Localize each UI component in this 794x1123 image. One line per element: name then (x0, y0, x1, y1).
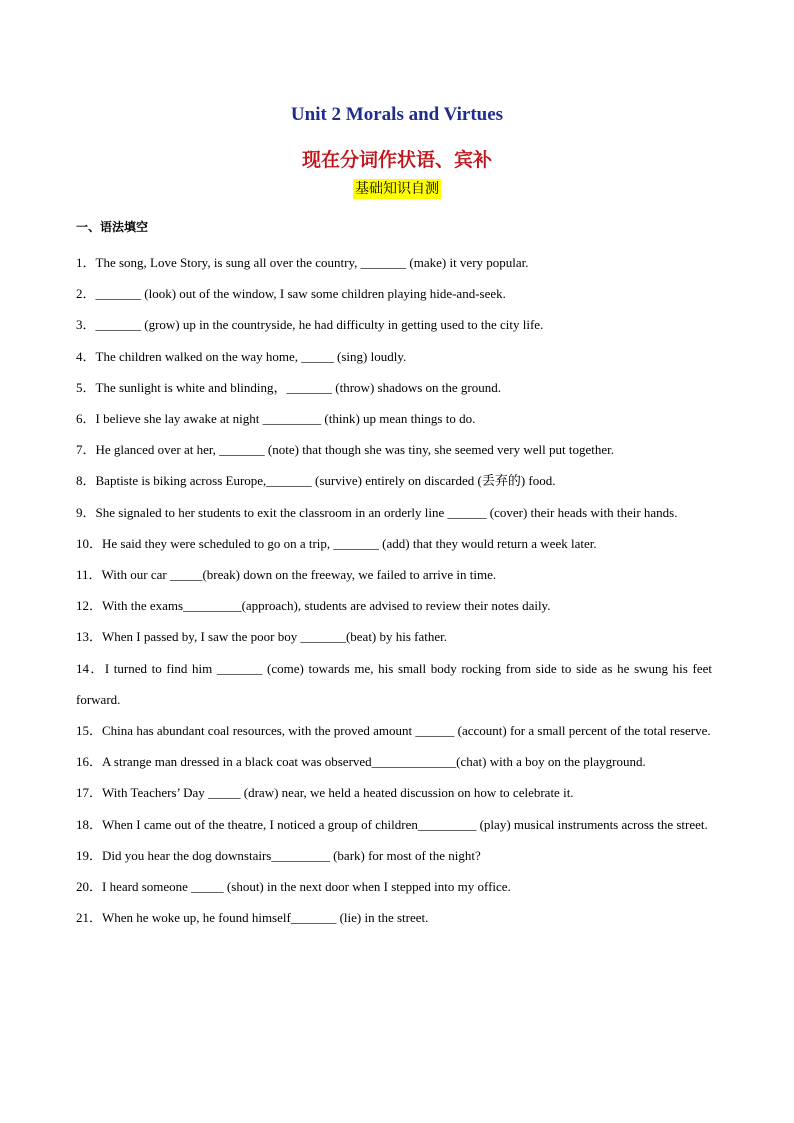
question-item (76, 559, 712, 590)
question-number: 9． (76, 504, 96, 520)
question-number: 13． (76, 629, 103, 645)
question-item (76, 902, 712, 933)
question-text: When I came out of the theatre, I noticed a group of children_________ (play) musical instruments across the street. (102, 816, 708, 832)
section-badge: 基础知识自测 (355, 181, 439, 197)
question-number: 15． (76, 723, 103, 739)
question-text: The children walked on the way home, _____ (sing) loudly. (95, 348, 407, 364)
section-heading: 一、语法填空 (76, 220, 149, 234)
question-item (76, 309, 712, 340)
question-number: 12． (76, 598, 103, 614)
badge-container (0, 179, 794, 199)
question-text: He said they were scheduled to go on a trip, _______ (add) that they would return a week later. (102, 535, 597, 551)
question-number: 6． (76, 411, 96, 427)
question-text: He glanced over at her, _______ (note) that though she was tiny, she seemed very well put together. (95, 442, 615, 458)
question-text: Did you hear the dog downstairs_________ (bark) for most of the night? (102, 847, 481, 863)
question-number: 4． (76, 348, 96, 364)
question-number: 20． (76, 879, 103, 895)
question-item (76, 871, 712, 902)
question-text: The song, Love Story, is sung all over the country, _______ (make) it very popular. (95, 255, 529, 270)
question-number: 8． (76, 473, 96, 489)
question-number: 14． (76, 660, 105, 676)
page-title: Unit 2 Morals and Virtues (290, 104, 504, 125)
question-item (76, 372, 712, 403)
question-text: The sunlight is white and blinding，_______ (throw) shadows on the ground. (95, 379, 502, 395)
question-item (76, 278, 712, 309)
question-item (76, 840, 712, 871)
question-number: 5． (76, 379, 96, 395)
question-item (76, 247, 712, 278)
question-number: 17． (76, 785, 103, 801)
question-text: With Teachers’ Day _____ (draw) near, we held a heated discussion on how to celebrate it. (102, 785, 574, 801)
question-item (76, 341, 712, 372)
question-item (76, 528, 712, 559)
page-subtitle: 现在分词作状语、宾补 (301, 149, 492, 171)
question-item (76, 621, 712, 652)
question-item (76, 777, 712, 808)
question-item (76, 653, 712, 715)
question-text: With the exams_________(approach), students are advised to review their notes daily. (102, 598, 551, 614)
question-item (76, 497, 712, 528)
question-item (76, 746, 712, 777)
question-text: She signaled to her students to exit the classroom in an orderly line ______ (cover) their heads with their hands. (95, 504, 678, 520)
question-number: 1． (76, 255, 96, 270)
question-text: With our car _____(break) down on the freeway, we failed to arrive in time. (101, 567, 497, 583)
question-text: When he woke up, he found himself_______ (lie) in the street. (102, 910, 429, 926)
question-number: 7． (76, 442, 96, 458)
question-number: 16． (76, 754, 103, 770)
question-number: 2． (76, 286, 96, 302)
question-item (76, 715, 712, 746)
question-number: 18． (76, 816, 103, 832)
question-text: I believe she lay awake at night _________ (think) up mean things to do. (95, 411, 476, 427)
question-number: 3． (76, 317, 96, 333)
question-text: A strange man dressed in a black coat was observed_____________(chat) with a boy on the playground. (102, 754, 646, 770)
question-text: _______ (look) out of the window, I saw some children playing hide-and-seek. (95, 286, 506, 302)
question-item (76, 465, 712, 496)
question-number: 11． (76, 567, 102, 583)
question-text: I turned to find him _______ (come) towards me, his small body rocking from side to side as he swung his feet forward. (76, 660, 712, 707)
question-text: China has abundant coal resources, with the proved amount ______ (account) for a small percent of the total reserve. (102, 723, 711, 739)
question-text: When I passed by, I saw the poor boy _______(beat) by his father. (102, 629, 448, 645)
question-text: Baptiste is biking across Europe,_______ (survive) entirely on discarded (丢弃的) food. (95, 473, 556, 489)
question-item (76, 809, 712, 840)
question-number: 19． (76, 847, 103, 863)
question-item (76, 434, 712, 465)
question-list (76, 247, 712, 933)
question-number: 21． (76, 910, 103, 926)
question-item (76, 590, 712, 621)
question-text: I heard someone _____ (shout) in the next door when I stepped into my office. (102, 879, 511, 895)
question-item (76, 403, 712, 434)
question-text: _______ (grow) up in the countryside, he had difficulty in getting used to the city life. (95, 317, 544, 333)
question-number: 10． (76, 535, 103, 551)
